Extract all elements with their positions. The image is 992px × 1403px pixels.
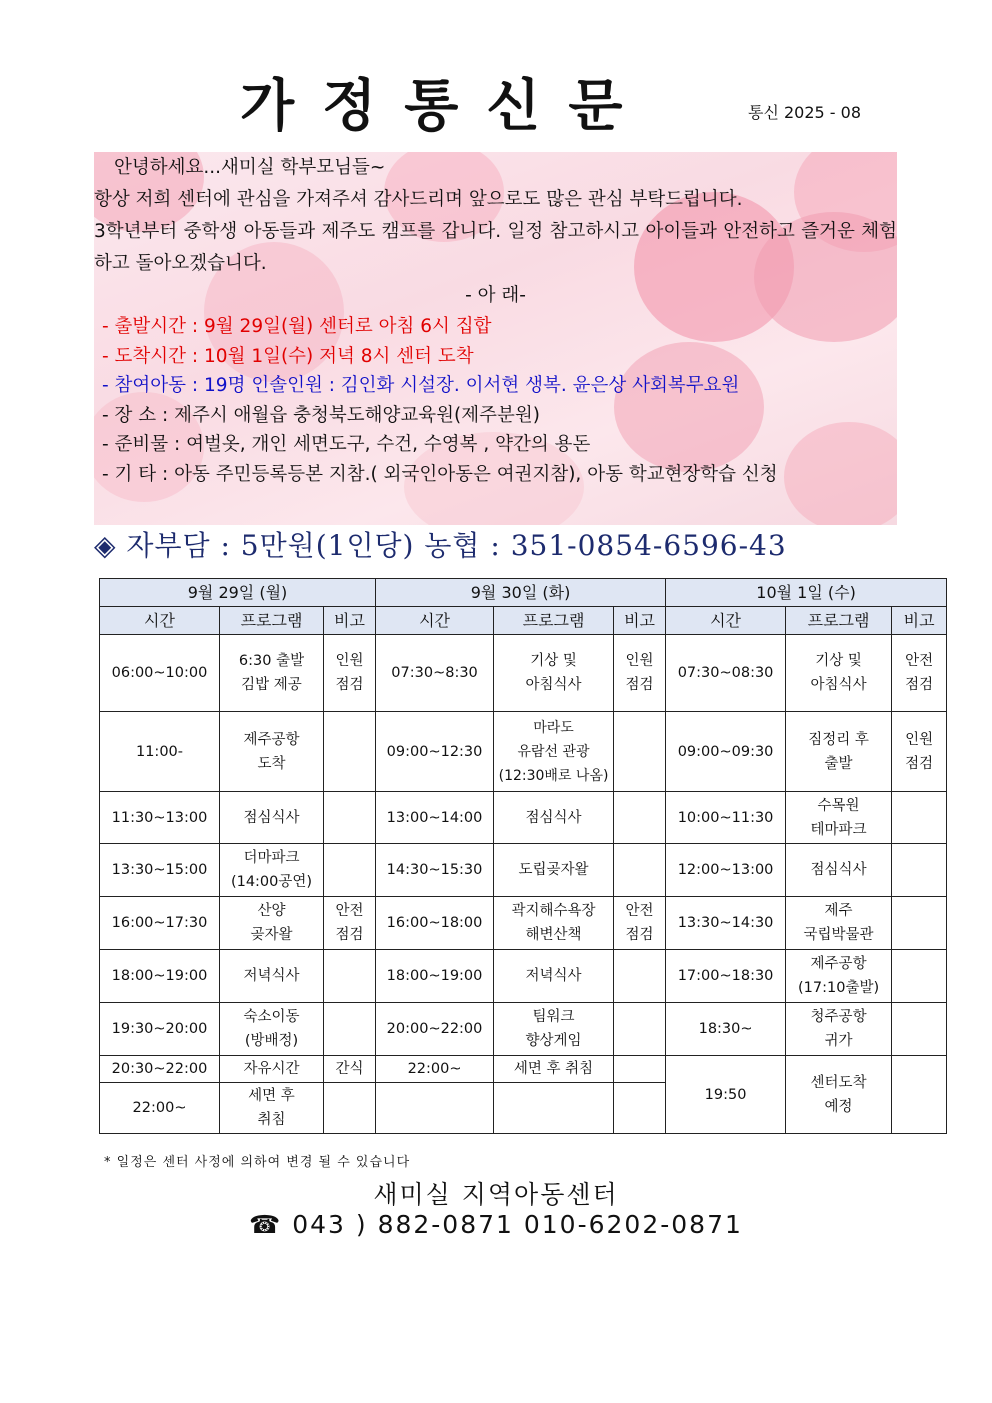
col-header-time: 시간 bbox=[376, 607, 494, 635]
notice-line-2: 3학년부터 중학생 아동들과 제주도 캠프를 갑니다. 일정 참고하시고 아이들과 안전하고 즐거운 체험하고 돌아오겠습니다. bbox=[94, 221, 897, 274]
schedule-note: * 일정은 센터 사정에 의하여 변경 될 수 있습니다 bbox=[104, 1155, 411, 1170]
table-cell: 11:00- bbox=[100, 712, 220, 792]
table-cell: 자유시간 bbox=[220, 1056, 324, 1083]
table-cell: 10:00~11:30 bbox=[666, 792, 786, 844]
table-cell: 09:00~12:30 bbox=[376, 712, 494, 792]
notice-item-supplies: - 준비물 : 여벌옷, 개인 세면도구, 수건, 수영복 , 약간의 용돈 bbox=[102, 434, 591, 455]
table-cell bbox=[614, 844, 666, 897]
table-cell: 기상 및 아침식사 bbox=[786, 635, 892, 712]
table-cell bbox=[614, 950, 666, 1003]
table-cell: 13:30~15:00 bbox=[100, 844, 220, 897]
page-title: 가정통신문 bbox=[240, 73, 651, 139]
notice-item-place: - 장 소 : 제주시 애월읍 충청북도해양교육원(제주분원) bbox=[102, 404, 540, 426]
table-cell: 수목원 테마파크 bbox=[786, 792, 892, 844]
table-cell bbox=[376, 1083, 494, 1134]
table-cell bbox=[324, 712, 376, 792]
table-cell: 07:30~8:30 bbox=[376, 635, 494, 712]
notice-line-1: 항상 저희 센터에 관심을 가져주셔 감사드리며 앞으로도 많은 관심 부탁드립니다. bbox=[94, 189, 743, 210]
table-cell: 인원 점검 bbox=[892, 712, 947, 792]
table-cell: 16:00~18:00 bbox=[376, 897, 494, 950]
table-cell: 인원 점검 bbox=[614, 635, 666, 712]
table-cell: 곽지해수욕장 해변산책 bbox=[494, 897, 614, 950]
table-row bbox=[100, 950, 947, 1003]
notice-below-heading: - 아 래- bbox=[465, 285, 526, 306]
table-row bbox=[100, 1056, 947, 1083]
table-cell bbox=[614, 792, 666, 844]
table-cell: 간식 bbox=[324, 1056, 376, 1083]
table-row bbox=[100, 792, 947, 844]
table-cell: 22:00~ bbox=[100, 1083, 220, 1134]
table-cell: 저녁식사 bbox=[220, 950, 324, 1003]
col-header-note: 비고 bbox=[892, 607, 947, 635]
table-cell: 센터도착 예정 bbox=[786, 1056, 892, 1134]
day-header: 9월 29일 (월) bbox=[100, 579, 376, 607]
table-cell bbox=[494, 1083, 614, 1134]
table-cell: 18:00~19:00 bbox=[376, 950, 494, 1003]
table-cell: 20:00~22:00 bbox=[376, 1003, 494, 1056]
table-cell bbox=[892, 1056, 947, 1134]
table-cell: 07:30~08:30 bbox=[666, 635, 786, 712]
table-cell: 마라도 유람선 관광 (12:30배로 나옴) bbox=[494, 712, 614, 792]
table-cell bbox=[892, 1003, 947, 1056]
table-cell: 안전 점검 bbox=[614, 897, 666, 950]
table-cell: 18:00~19:00 bbox=[100, 950, 220, 1003]
issue-number: 통신 2025 - 08 bbox=[748, 103, 862, 122]
phone-line bbox=[0, 1210, 992, 1239]
table-cell: 제주 국립박물관 bbox=[786, 897, 892, 950]
table-cell: 점심식사 bbox=[494, 792, 614, 844]
table-cell: 제주공항 (17:10출발) bbox=[786, 950, 892, 1003]
table-cell: 16:00~17:30 bbox=[100, 897, 220, 950]
table-cell: 더마파크 (14:00공연) bbox=[220, 844, 324, 897]
table-cell bbox=[324, 844, 376, 897]
col-header-program: 프로그램 bbox=[494, 607, 614, 635]
table-cell bbox=[892, 897, 947, 950]
table-cell: 13:30~14:30 bbox=[666, 897, 786, 950]
table-cell: 06:00~10:00 bbox=[100, 635, 220, 712]
table-cell bbox=[324, 1083, 376, 1134]
table-cell bbox=[892, 844, 947, 897]
day-header: 10월 1일 (수) bbox=[666, 579, 947, 607]
col-header-time: 시간 bbox=[100, 607, 220, 635]
table-cell: 점심식사 bbox=[786, 844, 892, 897]
notice-text bbox=[94, 152, 897, 489]
table-cell: 도립곶자왈 bbox=[494, 844, 614, 897]
table-cell: 세면 후 취침 bbox=[220, 1083, 324, 1134]
table-cell: 산양 곶자왈 bbox=[220, 897, 324, 950]
day-header: 9월 30일 (화) bbox=[376, 579, 666, 607]
table-cell: 세면 후 취침 bbox=[494, 1056, 614, 1083]
fee-info: ◈ 자부담 : 5만원(1인당) 농협 : 351-0854-6596-43 bbox=[94, 529, 787, 562]
table-cell: 14:30~15:30 bbox=[376, 844, 494, 897]
table-cell: 제주공항 도착 bbox=[220, 712, 324, 792]
table-cell bbox=[614, 1056, 666, 1083]
schedule-table bbox=[99, 578, 947, 1134]
table-cell bbox=[614, 712, 666, 792]
table-cell: 점심식사 bbox=[220, 792, 324, 844]
table-cell: 6:30 출발 김밥 제공 bbox=[220, 635, 324, 712]
table-cell: 11:30~13:00 bbox=[100, 792, 220, 844]
phone-numbers: 043 ) 882-0871 010-6202-0871 bbox=[292, 1210, 743, 1239]
col-header-note: 비고 bbox=[614, 607, 666, 635]
table-cell: 09:00~09:30 bbox=[666, 712, 786, 792]
notice-item-departure: - 출발시간 : 9월 29일(월) 센터로 아침 6시 집합 bbox=[102, 316, 492, 337]
table-cell bbox=[892, 950, 947, 1003]
table-cell: 숙소이동 (방배정) bbox=[220, 1003, 324, 1056]
table-cell bbox=[324, 792, 376, 844]
table-cell: 저녁식사 bbox=[494, 950, 614, 1003]
col-header-note: 비고 bbox=[324, 607, 376, 635]
table-row bbox=[100, 635, 947, 712]
table-cell: 안전 점검 bbox=[892, 635, 947, 712]
table-cell: 안전 점검 bbox=[324, 897, 376, 950]
table-cell bbox=[614, 1083, 666, 1134]
table-row bbox=[100, 1003, 947, 1056]
table-cell: 12:00~13:00 bbox=[666, 844, 786, 897]
table-cell bbox=[324, 950, 376, 1003]
column-header-row bbox=[100, 607, 947, 635]
table-cell: 17:00~18:30 bbox=[666, 950, 786, 1003]
col-header-time: 시간 bbox=[666, 607, 786, 635]
table-cell bbox=[892, 792, 947, 844]
table-cell: 팀워크 향상게임 bbox=[494, 1003, 614, 1056]
col-header-program: 프로그램 bbox=[220, 607, 324, 635]
table-cell: 20:30~22:00 bbox=[100, 1056, 220, 1083]
table-cell: 19:30~20:00 bbox=[100, 1003, 220, 1056]
day-header-row bbox=[100, 579, 947, 607]
table-cell bbox=[324, 1003, 376, 1056]
notice-item-other: - 기 타 : 아동 주민등록등본 지참.( 외국인아동은 여권지참), 아동 학교현장학습 신청 bbox=[102, 463, 778, 485]
center-name: 새미실 지역아동센터 bbox=[373, 1180, 619, 1209]
table-cell: 18:30~ bbox=[666, 1003, 786, 1056]
table-cell: 13:00~14:00 bbox=[376, 792, 494, 844]
notice-item-participants: - 참여아동 : 19명 인솔인원 : 김인화 시설장. 이서현 생복. 윤은상 사회복무요원 bbox=[102, 375, 740, 396]
greeting: 안녕하세요...새미실 학부모님들~ bbox=[114, 157, 386, 178]
table-row bbox=[100, 844, 947, 897]
table-cell: 22:00~ bbox=[376, 1056, 494, 1083]
table-cell: 기상 및 아침식사 bbox=[494, 635, 614, 712]
col-header-program: 프로그램 bbox=[786, 607, 892, 635]
table-cell: 청주공항 귀가 bbox=[786, 1003, 892, 1056]
table-cell bbox=[614, 1003, 666, 1056]
table-cell: 짐정리 후 출발 bbox=[786, 712, 892, 792]
phone-icon: ☎ bbox=[249, 1210, 283, 1239]
table-row bbox=[100, 712, 947, 792]
notice-item-arrival: - 도착시간 : 10월 1일(수) 저녁 8시 센터 도착 bbox=[102, 345, 474, 367]
table-row bbox=[100, 897, 947, 950]
table-cell: 인원 점검 bbox=[324, 635, 376, 712]
table-cell: 19:50 bbox=[666, 1056, 786, 1134]
